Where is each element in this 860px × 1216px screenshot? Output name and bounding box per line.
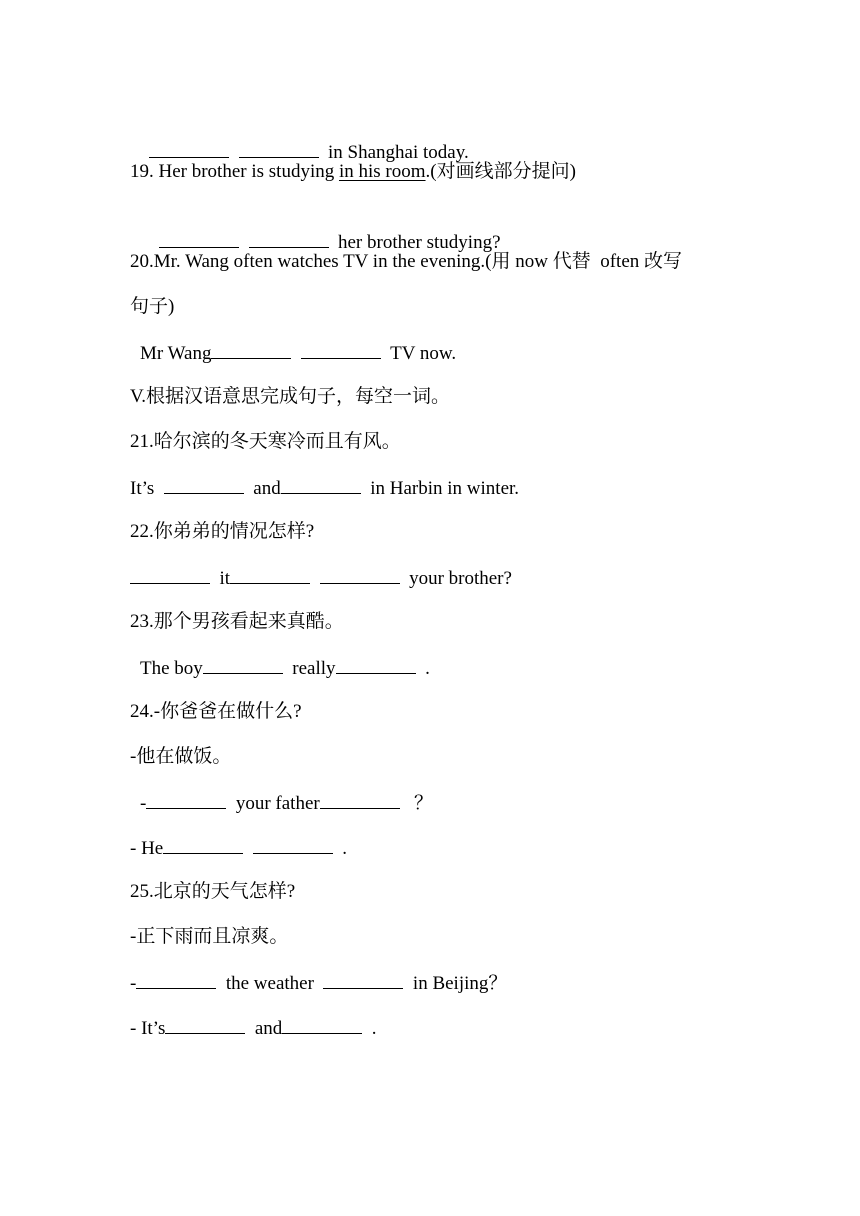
answer-blank[interactable] bbox=[320, 565, 400, 584]
answer-blank[interactable] bbox=[149, 139, 229, 158]
section-title: V.根据汉语意思完成句子，每空一词。 bbox=[130, 386, 451, 407]
answer-line-24a bbox=[140, 790, 433, 816]
answer-line-22 bbox=[130, 565, 512, 591]
answer-text: her brother studying? bbox=[338, 232, 501, 253]
answer-text: . bbox=[371, 1018, 377, 1039]
question-25-reply bbox=[130, 925, 288, 949]
answer-blank[interactable] bbox=[159, 229, 239, 248]
answer-text: It’s bbox=[130, 478, 155, 499]
question-25 bbox=[130, 880, 295, 904]
answer-blank[interactable] bbox=[164, 475, 244, 494]
question-text: 25.北京的天气怎样? bbox=[130, 881, 296, 902]
question-20 bbox=[130, 250, 682, 274]
answer-blank[interactable] bbox=[336, 655, 416, 674]
answer-blank[interactable] bbox=[146, 790, 226, 809]
answer-text: Mr Wang bbox=[140, 343, 212, 364]
answer-text: - bbox=[140, 793, 147, 814]
answer-text: in Beijing？ bbox=[412, 973, 508, 994]
answer-line-24b bbox=[130, 835, 347, 861]
answer-blank[interactable] bbox=[301, 340, 381, 359]
question-text: 20.Mr. Wang often watches TV in the evening.(用 now 代替 often 改写 bbox=[130, 251, 683, 272]
answer-blank[interactable] bbox=[239, 139, 319, 158]
answer-text: really bbox=[292, 658, 336, 679]
answer-text: - He bbox=[130, 838, 164, 859]
answer-text: in Harbin in winter. bbox=[370, 478, 520, 499]
answer-text: . bbox=[342, 838, 347, 859]
answer-blank[interactable] bbox=[203, 655, 283, 674]
question-instruction: .(对画线部分提问) bbox=[425, 161, 576, 182]
answer-text: - bbox=[130, 973, 137, 994]
answer-text: and bbox=[253, 478, 281, 499]
question-text: 23.那个男孩看起来真酷。 bbox=[130, 611, 344, 632]
question-text: 19. Her brother is studying bbox=[130, 161, 339, 182]
answer-blank[interactable] bbox=[130, 565, 210, 584]
answer-blank[interactable] bbox=[136, 970, 216, 989]
answer-text: the weather bbox=[225, 973, 314, 994]
question-text: 24.-你爸爸在做什么? bbox=[130, 701, 302, 722]
answer-blank[interactable] bbox=[211, 340, 291, 359]
question-text: -他在做饭。 bbox=[130, 746, 232, 767]
answer-line-23 bbox=[140, 655, 430, 681]
answer-text: TV now. bbox=[390, 343, 457, 364]
underlined-phrase: in his room bbox=[338, 161, 426, 182]
answer-blank[interactable] bbox=[281, 475, 361, 494]
answer-text: in Shanghai today. bbox=[328, 142, 469, 163]
answer-text: your father bbox=[235, 793, 320, 814]
answer-text: and bbox=[254, 1018, 283, 1039]
question-text: 句子) bbox=[130, 296, 175, 317]
answer-line-25a bbox=[130, 970, 507, 996]
answer-blank[interactable] bbox=[163, 835, 243, 854]
answer-text: . bbox=[425, 658, 430, 679]
question-24 bbox=[130, 700, 302, 724]
answer-blank[interactable] bbox=[165, 1015, 245, 1034]
answer-text: it bbox=[219, 568, 231, 589]
answer-text: ？ bbox=[413, 793, 433, 814]
answer-blank[interactable] bbox=[323, 970, 403, 989]
answer-blank[interactable] bbox=[253, 835, 333, 854]
question-text: 22.你弟弟的情况怎样? bbox=[130, 521, 315, 542]
answer-blank[interactable] bbox=[320, 790, 400, 809]
question-22 bbox=[130, 520, 314, 544]
answer-blank[interactable] bbox=[249, 229, 329, 248]
answer-text: - It’s bbox=[130, 1018, 166, 1039]
answer-line-20 bbox=[140, 340, 456, 366]
question-19 bbox=[130, 160, 576, 184]
question-20-continued bbox=[130, 295, 174, 319]
answer-text: your brother? bbox=[409, 568, 512, 589]
question-21 bbox=[130, 430, 401, 454]
answer-blank[interactable] bbox=[282, 1015, 362, 1034]
question-text: -正下雨而且凉爽。 bbox=[130, 926, 289, 947]
question-23 bbox=[130, 610, 344, 634]
answer-line-21 bbox=[130, 475, 519, 501]
answer-line-25b bbox=[130, 1015, 377, 1041]
section-heading bbox=[130, 385, 450, 409]
answer-text: The boy bbox=[140, 658, 203, 679]
question-24-reply bbox=[130, 745, 231, 769]
question-text: 21.哈尔滨的冬天寒冷而且有风。 bbox=[130, 431, 401, 452]
answer-blank[interactable] bbox=[230, 565, 310, 584]
